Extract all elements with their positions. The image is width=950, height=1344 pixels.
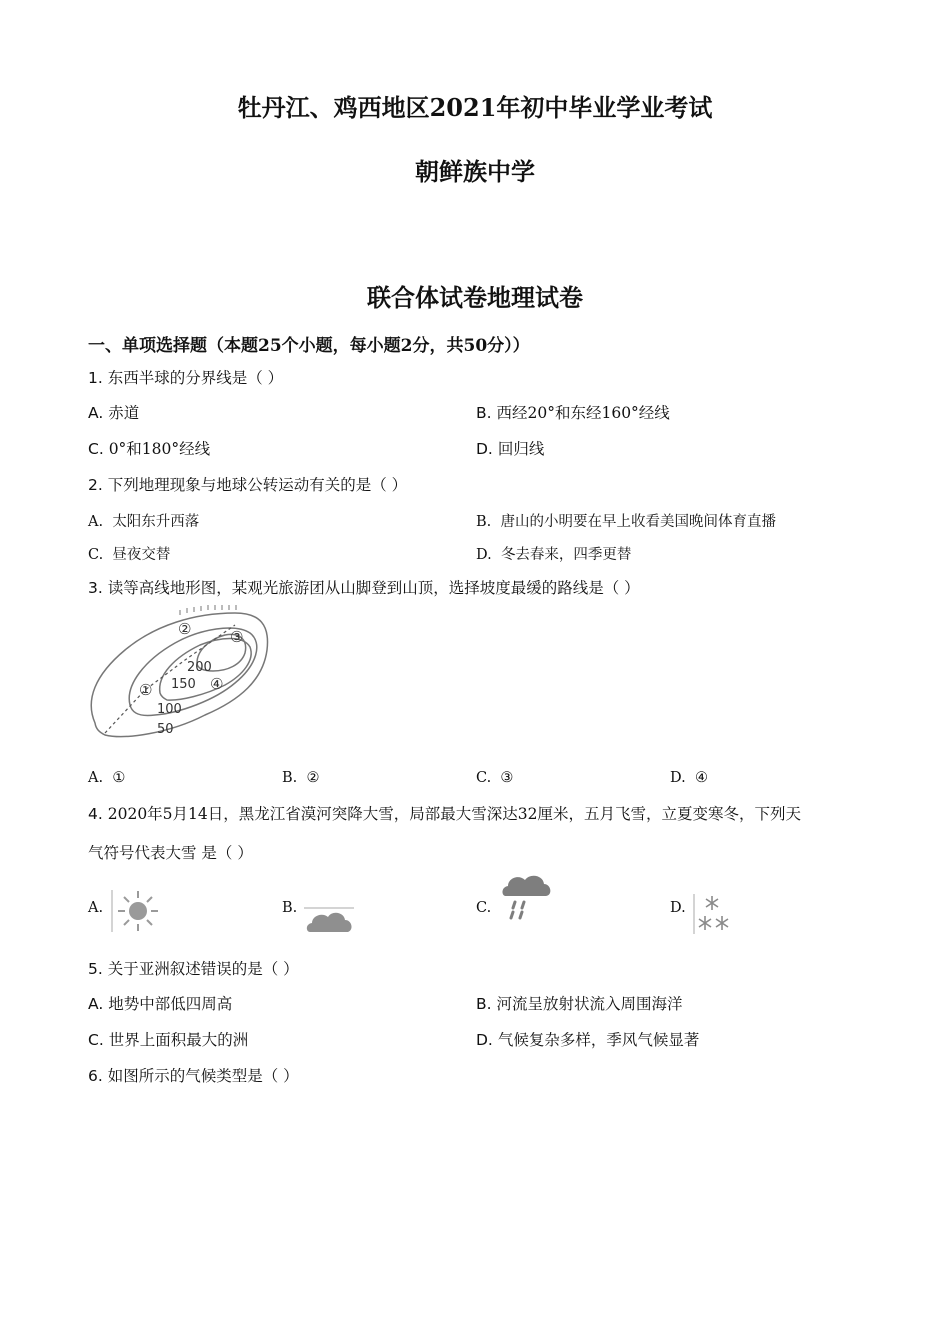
question-number: 6. <box>88 1067 103 1085</box>
school-title: 朝鲜族中学 <box>415 157 535 186</box>
option-text: 世界上面积最大的洲 <box>108 1031 249 1049</box>
exam-title: 牡丹江、鸡西地区2021年初中毕业学业考试 <box>237 93 713 122</box>
contour-label-150: 150 <box>171 677 196 692</box>
option-letter: D. <box>476 547 492 563</box>
question-text: 下列地理现象与地球公转运动有关的是（ ） <box>107 476 408 494</box>
question-text: 东西半球的分界线是（ ） <box>107 369 284 387</box>
option-letter: A. <box>88 995 104 1013</box>
q2-option-d[interactable] <box>476 543 631 564</box>
contour-map <box>85 605 275 745</box>
option-letter: C. <box>88 1031 104 1049</box>
option-letter: B. <box>476 404 492 422</box>
option-letter: C. <box>88 547 104 563</box>
question-text: 如图所示的气候类型是（ ） <box>107 1067 299 1085</box>
q4-option-b[interactable] <box>282 900 297 916</box>
option-text: 唐山的小明要在早上收看美国晚间体育直播 <box>500 514 776 530</box>
question-text: 读等高线地形图，某观光旅游团从山脚登到山顶，选择坡度最缓的路线是（ ） <box>107 579 640 597</box>
option-letter: B. <box>476 995 492 1013</box>
option-text: ① <box>112 770 126 786</box>
route-marker-1: ① <box>139 681 153 699</box>
overcast-icon[interactable] <box>302 900 358 938</box>
q2-option-a[interactable] <box>88 510 199 531</box>
q2-option-c[interactable] <box>88 543 170 564</box>
contour-label-100: 100 <box>157 702 182 717</box>
option-text: 回归线 <box>497 440 545 458</box>
question-number: 2. <box>88 476 103 494</box>
heavy-snow-icon[interactable] <box>692 890 736 938</box>
question-text: 2020年5月14日，黑龙江省漠河突降大雪，局部最大雪深达32厘米，五月飞雪，立夏变寒冬，下列天 <box>107 805 801 823</box>
question-number: 1. <box>88 369 103 387</box>
q4-option-a[interactable] <box>88 900 103 916</box>
question-text: 气符号代表大雪 是（ ） <box>88 844 253 862</box>
option-letter: C. <box>88 440 104 458</box>
option-text: 赤道 <box>108 404 140 422</box>
option-letter: A. <box>88 404 104 422</box>
q5-option-c[interactable] <box>88 1028 248 1050</box>
question-number: 4. <box>88 805 103 823</box>
option-text: 河流呈放射状流入周围海洋 <box>496 995 683 1013</box>
question-number: 3. <box>88 579 103 597</box>
option-letter: B. <box>282 770 298 786</box>
question-5 <box>88 957 299 979</box>
option-text: 西经20°和东经160°经线 <box>496 404 670 422</box>
rain-cloud-icon[interactable] <box>500 870 554 922</box>
question-text: 关于亚洲叙述错误的是（ ） <box>107 960 299 978</box>
q4-option-c[interactable] <box>476 900 491 916</box>
sun-icon[interactable] <box>110 886 166 936</box>
q3-option-a[interactable] <box>88 770 125 786</box>
q5-option-b[interactable] <box>476 992 683 1014</box>
option-text: 地势中部低四周高 <box>108 995 233 1013</box>
option-text: ④ <box>694 770 708 786</box>
q4-option-d[interactable] <box>670 900 686 916</box>
route-marker-3: ③ <box>230 628 244 646</box>
option-letter: D. <box>476 440 493 458</box>
question-6 <box>88 1064 299 1086</box>
question-1 <box>88 366 283 388</box>
q3-option-d[interactable] <box>670 770 708 786</box>
question-2 <box>88 473 407 495</box>
option-text: 太阳东升西落 <box>112 514 200 530</box>
route-marker-2: ② <box>178 620 192 638</box>
q1-option-a[interactable] <box>88 401 139 423</box>
option-text: 气候复杂多样，季风气候显著 <box>497 1031 700 1049</box>
paper-title: 联合体试卷地理试卷 <box>367 283 583 312</box>
question-number: 5. <box>88 960 103 978</box>
q3-option-c[interactable] <box>476 770 513 786</box>
option-letter: A. <box>88 900 104 916</box>
contour-label-50: 50 <box>157 722 174 737</box>
option-letter: D. <box>670 900 686 916</box>
option-text: 冬去春来，四季更替 <box>500 547 632 563</box>
q1-option-b[interactable] <box>476 401 670 423</box>
option-text: ② <box>306 770 320 786</box>
q5-option-d[interactable] <box>476 1028 699 1050</box>
question-4-continued <box>88 841 253 863</box>
route-marker-4: ④ <box>210 675 224 693</box>
option-letter: A. <box>88 770 104 786</box>
q5-option-a[interactable] <box>88 992 232 1014</box>
question-4 <box>88 802 801 824</box>
option-text: ③ <box>500 770 514 786</box>
q3-option-b[interactable] <box>282 770 319 786</box>
option-letter: B. <box>282 900 298 916</box>
option-letter: B. <box>476 514 492 530</box>
option-letter: C. <box>476 900 492 916</box>
q2-option-b[interactable] <box>476 510 776 531</box>
contour-label-200: 200 <box>187 660 212 675</box>
option-letter: C. <box>476 770 492 786</box>
option-text: 0°和180°经线 <box>108 440 211 458</box>
q1-option-c[interactable] <box>88 437 210 459</box>
option-letter: D. <box>670 770 686 786</box>
option-text: 昼夜交替 <box>112 547 171 563</box>
option-letter: D. <box>476 1031 493 1049</box>
q1-option-d[interactable] <box>476 437 544 459</box>
option-letter: A. <box>88 514 104 530</box>
section-heading: 一、单项选择题（本题25个小题，每小题2分，共50分）） <box>88 336 530 356</box>
question-3 <box>88 576 640 598</box>
